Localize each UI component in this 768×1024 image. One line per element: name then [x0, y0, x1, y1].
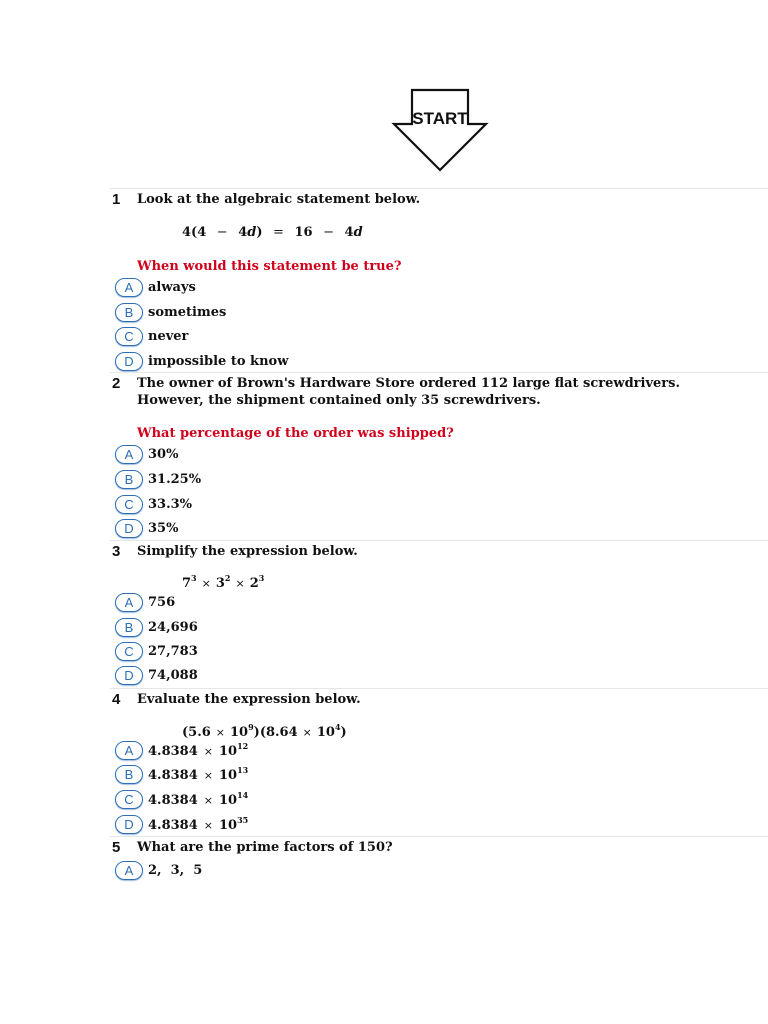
times-symbol: × — [215, 726, 225, 739]
question-text: The owner of Brown's Hardware Store ordered 112 large flat screwdrivers. However, the shipment contained only 35 screwdrivers. — [137, 376, 680, 408]
question-number: 2 — [112, 375, 121, 392]
option-text: 31.25% — [148, 471, 202, 487]
question-number: 4 — [112, 691, 121, 708]
expr-exponent: 9 — [248, 722, 254, 732]
option-a[interactable] — [115, 443, 178, 465]
option-text: always — [148, 279, 196, 295]
option-text: 33.3% — [148, 496, 193, 512]
option-text: impossible to know — [148, 353, 289, 369]
option-a[interactable] — [115, 591, 175, 613]
answer-bubble[interactable]: C — [115, 642, 143, 661]
expr-base: 2 — [249, 576, 259, 591]
option-base: 10 — [218, 744, 238, 759]
option-exponent: 13 — [237, 765, 249, 775]
option-b[interactable] — [115, 301, 226, 323]
expr-part: (5.6 — [182, 725, 211, 740]
answer-bubble[interactable]: A — [115, 741, 143, 760]
option-text: 27,783 — [148, 643, 198, 659]
answer-bubble[interactable]: D — [115, 815, 143, 834]
option-a[interactable] — [115, 739, 248, 761]
times-symbol: × — [203, 769, 213, 782]
option-text — [148, 815, 248, 833]
answer-bubble[interactable]: B — [115, 618, 143, 637]
option-text — [148, 765, 248, 783]
option-d[interactable] — [115, 517, 178, 539]
expr-part: ) — [340, 725, 347, 740]
option-b[interactable] — [115, 616, 198, 638]
question-text: What are the prime factors of 150? — [137, 840, 393, 855]
option-b[interactable] — [115, 468, 201, 490]
times-symbol: × — [302, 726, 312, 739]
question-expression — [182, 722, 347, 740]
start-label: START — [412, 109, 468, 128]
option-text: 756 — [148, 594, 176, 610]
answer-bubble[interactable]: B — [115, 303, 143, 322]
option-c[interactable] — [115, 788, 248, 810]
option-text: 2, 3, 5 — [148, 862, 203, 878]
option-text: 35% — [148, 520, 179, 536]
question-number: 5 — [112, 839, 121, 856]
option-c[interactable] — [115, 493, 192, 515]
option-mantissa: 4.8384 — [148, 768, 198, 783]
answer-bubble[interactable]: D — [115, 352, 143, 371]
times-symbol: × — [203, 745, 213, 758]
times-symbol: × — [203, 819, 213, 832]
times-symbol: × — [203, 794, 213, 807]
expr-exponent: 3 — [191, 573, 197, 583]
expr-exponent: 4 — [334, 722, 341, 732]
option-base: 10 — [218, 818, 238, 833]
option-d[interactable] — [115, 350, 288, 372]
option-text: 30% — [148, 446, 179, 462]
option-c[interactable] — [115, 640, 198, 662]
expr-exponent: 2 — [224, 573, 231, 583]
expr-base: 3 — [215, 576, 225, 591]
answer-bubble[interactable]: C — [115, 495, 143, 514]
question-prompt: What percentage of the order was shipped? — [137, 426, 454, 441]
expression-text: 4(4 − 4d) = 16 − 4d — [182, 225, 363, 240]
start-arrow-icon — [390, 88, 490, 174]
answer-bubble[interactable]: A — [115, 861, 143, 880]
option-text: 74,088 — [148, 667, 198, 683]
option-c[interactable] — [115, 325, 188, 347]
answer-bubble[interactable]: C — [115, 327, 143, 346]
expr-base: 10 — [316, 725, 335, 740]
answer-bubble[interactable]: A — [115, 593, 143, 612]
question-text: Look at the algebraic statement below. — [137, 192, 421, 207]
option-a[interactable] — [115, 859, 202, 881]
times-symbol: × — [201, 577, 211, 590]
option-text — [148, 741, 248, 759]
option-d[interactable] — [115, 664, 198, 686]
question-divider — [110, 836, 768, 837]
answer-bubble[interactable]: D — [115, 666, 143, 685]
expr-base: 7 — [182, 576, 192, 591]
times-symbol: × — [235, 577, 245, 590]
option-d[interactable] — [115, 813, 248, 835]
question-number: 3 — [112, 543, 121, 560]
expr-base: 10 — [230, 725, 249, 740]
answer-bubble[interactable]: B — [115, 470, 143, 489]
option-a[interactable] — [115, 276, 196, 298]
question-prompt: When would this statement be true? — [137, 259, 402, 274]
option-exponent: 14 — [237, 790, 249, 800]
answer-bubble[interactable]: A — [115, 278, 143, 297]
option-base: 10 — [218, 768, 238, 783]
option-mantissa: 4.8384 — [148, 744, 198, 759]
question-divider — [110, 688, 768, 689]
option-exponent: 12 — [237, 741, 249, 751]
expr-exponent: 3 — [258, 573, 265, 583]
question-number: 1 — [112, 191, 121, 208]
expr-part: )(8.64 — [253, 725, 298, 740]
answer-bubble[interactable]: A — [115, 445, 143, 464]
answer-bubble[interactable]: C — [115, 790, 143, 809]
question-divider — [110, 540, 768, 541]
option-mantissa: 4.8384 — [148, 818, 198, 833]
option-text: 24,696 — [148, 619, 198, 635]
question-divider — [110, 188, 768, 189]
option-text — [148, 790, 248, 808]
question-expression — [182, 573, 264, 591]
option-text: never — [148, 328, 189, 344]
question-divider — [110, 372, 768, 373]
option-exponent: 35 — [237, 815, 249, 825]
question-text: Simplify the expression below. — [137, 544, 358, 559]
option-mantissa: 4.8384 — [148, 793, 198, 808]
answer-bubble[interactable]: D — [115, 519, 143, 538]
question-expression — [182, 225, 363, 240]
option-text: sometimes — [148, 304, 227, 320]
answer-bubble[interactable]: B — [115, 765, 143, 784]
option-base: 10 — [218, 793, 238, 808]
question-text: Evaluate the expression below. — [137, 692, 361, 707]
option-b[interactable] — [115, 763, 248, 785]
